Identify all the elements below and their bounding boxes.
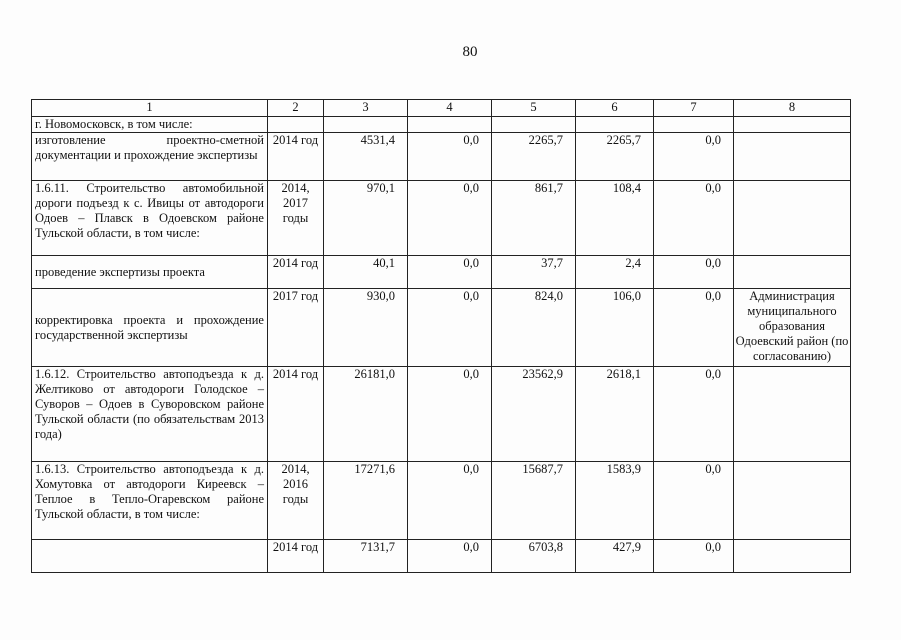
row-responsible (734, 117, 851, 133)
column-header: 6 (576, 100, 654, 117)
row-total: 4531,4 (324, 133, 408, 181)
row-year (268, 117, 324, 133)
row-col6: 427,9 (576, 540, 654, 573)
row-col7: 0,0 (654, 181, 734, 256)
header-row (32, 100, 851, 117)
row-total: 17271,6 (324, 462, 408, 540)
table-row (32, 181, 851, 256)
row-col6: 1583,9 (576, 462, 654, 540)
row-total: 970,1 (324, 181, 408, 256)
table-row (32, 133, 851, 181)
row-total: 26181,0 (324, 367, 408, 462)
budget-table (31, 99, 851, 573)
row-col7 (654, 117, 734, 133)
row-responsible (734, 540, 851, 573)
row-col5: 37,7 (492, 256, 576, 289)
row-col7: 0,0 (654, 367, 734, 462)
column-header: 4 (408, 100, 492, 117)
row-col6: 106,0 (576, 289, 654, 367)
row-col7: 0,0 (654, 540, 734, 573)
column-header: 5 (492, 100, 576, 117)
row-col5: 824,0 (492, 289, 576, 367)
row-col4: 0,0 (408, 181, 492, 256)
column-header: 8 (734, 100, 851, 117)
row-description (32, 540, 268, 573)
row-responsible: Администрация муниципального образования Одоевский район (по согласованию) (734, 289, 851, 367)
row-year: 2014 год (268, 133, 324, 181)
row-col4: 0,0 (408, 462, 492, 540)
row-col7: 0,0 (654, 289, 734, 367)
row-year: 2014, 2016 годы (268, 462, 324, 540)
row-description: 1.6.12. Строительство автоподъезда к д. Желтиково от автодороги Голодское – Суворов – Одоев в Суворовском районе Тульской области (по обязательствам 2013 года) (32, 367, 268, 462)
row-total (324, 117, 408, 133)
table-row (32, 117, 851, 133)
row-year: 2014 год (268, 256, 324, 289)
row-col4: 0,0 (408, 256, 492, 289)
row-col7: 0,0 (654, 133, 734, 181)
row-responsible (734, 133, 851, 181)
table-row (32, 256, 851, 289)
row-col7: 0,0 (654, 462, 734, 540)
row-description: 1.6.11. Строительство автомобильной дороги подъезд к с. Ивицы от автодороги Одоев – Плавск в Одоевском районе Тульской области, в том числе: (32, 181, 268, 256)
row-year: 2014, 2017 годы (268, 181, 324, 256)
row-description: г. Новомосковск, в том числе: (32, 117, 268, 133)
row-col6: 2,4 (576, 256, 654, 289)
row-total: 930,0 (324, 289, 408, 367)
row-year: 2014 год (268, 367, 324, 462)
column-header: 7 (654, 100, 734, 117)
row-col6: 2265,7 (576, 133, 654, 181)
row-total: 7131,7 (324, 540, 408, 573)
table-row (32, 462, 851, 540)
row-description: 1.6.13. Строительство автоподъезда к д. Хомутовка от автодороги Киреевск – Теплое в Тепло-Огаревском районе Тульской области, в том числе: (32, 462, 268, 540)
row-responsible (734, 367, 851, 462)
row-col6 (576, 117, 654, 133)
row-responsible (734, 256, 851, 289)
row-description: проведение экспертизы проекта (32, 256, 268, 289)
row-col4: 0,0 (408, 367, 492, 462)
row-total: 40,1 (324, 256, 408, 289)
row-responsible (734, 462, 851, 540)
row-col5: 15687,7 (492, 462, 576, 540)
row-col6: 108,4 (576, 181, 654, 256)
row-col5 (492, 117, 576, 133)
row-col5: 2265,7 (492, 133, 576, 181)
column-header: 2 (268, 100, 324, 117)
row-col5: 23562,9 (492, 367, 576, 462)
page-number: 80 (462, 44, 478, 60)
row-col5: 6703,8 (492, 540, 576, 573)
row-responsible (734, 181, 851, 256)
row-col7: 0,0 (654, 256, 734, 289)
row-year: 2014 год (268, 540, 324, 573)
table-row (32, 540, 851, 573)
column-header: 1 (32, 100, 268, 117)
row-col5: 861,7 (492, 181, 576, 256)
row-description: изготовление проектно-сметной документации и прохождение экспертизы (32, 133, 268, 181)
row-year: 2017 год (268, 289, 324, 367)
table-row (32, 367, 851, 462)
row-description: корректировка проекта и прохождение государственной экспертизы (32, 289, 268, 367)
column-header: 3 (324, 100, 408, 117)
row-col4: 0,0 (408, 133, 492, 181)
row-col4: 0,0 (408, 540, 492, 573)
row-col4 (408, 117, 492, 133)
row-col6: 2618,1 (576, 367, 654, 462)
row-col4: 0,0 (408, 289, 492, 367)
table-row (32, 289, 851, 367)
